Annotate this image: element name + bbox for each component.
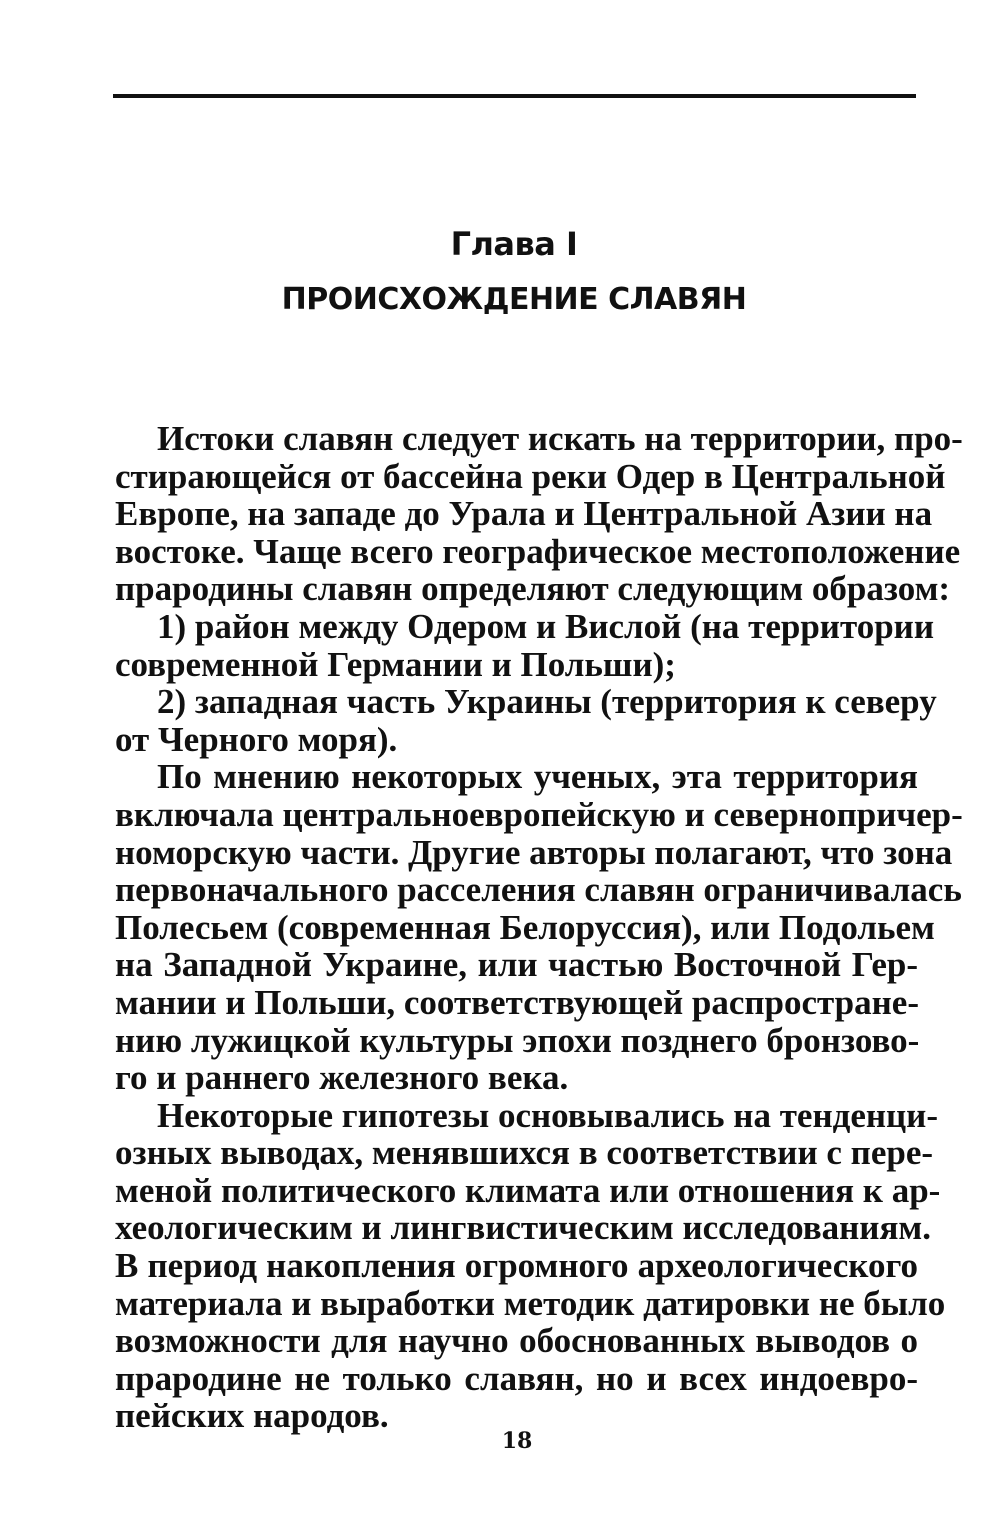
text-line: Европе, на западе до Урала и Центральной Азии на — [115, 494, 933, 534]
text-line: нию лужицкой культуры эпохи позднего бронзово- — [115, 1020, 920, 1060]
text-line: от Черного моря). — [115, 719, 398, 759]
text-line: прародине не только славян, но и всех индоевро- — [115, 1358, 918, 1398]
chapter-label: Глава I — [450, 225, 578, 263]
paragraph — [115, 1095, 946, 1436]
top-rule — [113, 94, 916, 98]
text-line: востоке. Чаще всего географическое местоположение — [115, 531, 961, 571]
text-line: 1) район между Одером и Вислой (на территории — [157, 606, 934, 646]
text-line: По мнению некоторых ученых, эта территория — [157, 757, 918, 797]
text-line: включала центральноевропейскую и севернопричер- — [115, 794, 963, 834]
text-line: мании и Польши, соответствующей распростране- — [115, 982, 919, 1022]
text-line: озных выводах, менявшихся в соответствии с пере- — [115, 1133, 934, 1173]
text-line: пейских народов. — [115, 1396, 389, 1436]
text-line: В период накопления огромного археологического — [115, 1246, 918, 1286]
text-line: современной Германии и Польши); — [115, 644, 676, 684]
text-line: номорскую части. Другие авторы полагают, что зона — [115, 832, 953, 872]
paragraph — [115, 419, 963, 609]
paragraph — [115, 682, 937, 759]
text-line: Полесьем (современная Белоруссия), или Подольем — [115, 907, 935, 947]
text-line: прародины славян определяют следующим образом: — [115, 569, 951, 609]
text-line: на Западной Украине, или частью Восточной Гер- — [115, 945, 918, 985]
text-line: Истоки славян следует искать на территории, про- — [157, 419, 963, 458]
chapter-title: ПРОИСХОЖДЕНИЕ СЛАВЯН — [281, 282, 747, 317]
text-line: возможности для научно обоснованных выводов о — [115, 1321, 918, 1361]
text-line: 2) западная часть Украины (территория к северу — [157, 682, 937, 722]
text-line: материала и выработки методик датировки не было — [115, 1283, 946, 1323]
text-line: Некоторые гипотезы основывались на тенденци- — [157, 1095, 939, 1135]
page-number: 18 — [501, 1428, 533, 1454]
text-line: хеологическим и лингвистическим исследованиям. — [115, 1208, 931, 1248]
text-line: го и раннего железного века. — [115, 1058, 569, 1098]
text-line: меной политического климата или отношения к ар- — [115, 1170, 941, 1210]
body-text — [115, 419, 963, 1436]
text-line: первоначального расселения славян ограничивалась — [115, 870, 962, 910]
paragraph — [115, 757, 963, 1098]
paragraph — [115, 606, 934, 684]
text-line: стирающейся от бассейна реки Одер в Центральной — [115, 456, 946, 496]
